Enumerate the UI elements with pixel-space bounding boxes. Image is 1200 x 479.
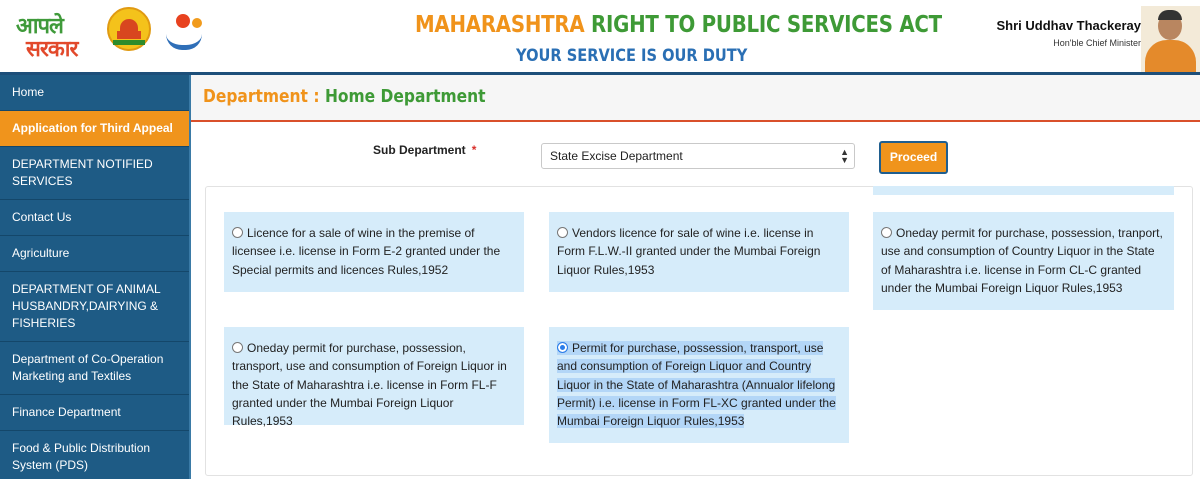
- department-bar: [191, 75, 1200, 122]
- sub-department-value: State Excise Department: [550, 149, 683, 163]
- site-title-part-2: RIGHT TO PUBLIC SERVICES ACT: [591, 12, 942, 38]
- logo-line-1: आपले: [16, 14, 63, 39]
- sidebar-item-food-pds[interactable]: Food & Public Distribution System (PDS): [0, 431, 189, 479]
- radio-icon[interactable]: [557, 227, 568, 238]
- chief-minister-photo: [1141, 6, 1200, 72]
- selected-highlight: [557, 341, 836, 428]
- site-subtitle: YOUR SERVICE IS OUR DUTY: [516, 46, 748, 66]
- department-key: Department :: [203, 86, 320, 107]
- header: [0, 0, 1200, 72]
- proceed-button[interactable]: Proceed: [879, 141, 948, 174]
- logo-line-2: सरकार: [26, 37, 78, 62]
- required-mark: *: [471, 143, 477, 157]
- sidebar-item-co-operation[interactable]: Department of Co-Operation Marketing and Textiles: [0, 342, 189, 395]
- select-arrows-icon: ▲ ▼: [840, 147, 849, 165]
- sidebar-item-finance[interactable]: Finance Department: [0, 395, 189, 431]
- department-heading: [203, 86, 486, 107]
- sidebar-item-agriculture[interactable]: Agriculture: [0, 236, 189, 272]
- department-value: Home Department: [324, 86, 486, 107]
- service-option-e2[interactable]: [224, 212, 524, 292]
- service-hands-icon: [162, 10, 212, 58]
- radio-icon[interactable]: [232, 342, 243, 353]
- sub-department-label: [373, 143, 476, 157]
- chief-minister-name: Shri Uddhav Thackeray: [996, 18, 1141, 33]
- aaple-sarkar-logo[interactable]: [12, 8, 102, 62]
- sidebar-item-contact-us[interactable]: Contact Us: [0, 200, 189, 236]
- site-title: [415, 12, 942, 38]
- sidebar-item-home[interactable]: Home: [0, 75, 189, 111]
- service-option-text: Vendors licence for sale of wine i.e. license in Form F.L.W.-II granted under the Mumbai Foreign Liquor Rules,1953: [557, 226, 821, 277]
- sidebar-item-third-appeal[interactable]: Application for Third Appeal: [0, 111, 189, 147]
- sub-department-select[interactable]: [541, 143, 855, 169]
- service-option-flxc[interactable]: [549, 327, 849, 443]
- radio-icon[interactable]: [881, 227, 892, 238]
- radio-checked-icon[interactable]: [557, 342, 568, 353]
- sidebar-item-notified-services[interactable]: DEPARTMENT NOTIFIED SERVICES: [0, 147, 189, 200]
- service-option-flw2[interactable]: [549, 212, 849, 292]
- sidebar-edge: [189, 75, 191, 479]
- chief-minister-title: Hon'ble Chief Minister: [1053, 38, 1141, 48]
- sidebar: [0, 75, 191, 479]
- service-option-flf[interactable]: [224, 327, 524, 429]
- radio-icon[interactable]: [232, 227, 243, 238]
- maharashtra-emblem-icon: [107, 7, 151, 51]
- site-title-part-1: MAHARASHTRA: [415, 12, 585, 38]
- service-option-text: Oneday permit for purchase, possession, tranport, use and consumption of Country Liquor in the State of Maharashtra i.e. license in Form CL-C granted under the Mumbai Foreign Liquor Rules,1953: [881, 226, 1163, 295]
- service-option-text: Permit for purchase, possession, transport, use and consumption of Foreign Liquor and Country Liquor in the State of Maharashtra (Annualor lifelong Permit) i.e. license in Form FL-XC granted under the Mumbai Foreign Liquor Rules,1953: [557, 341, 836, 429]
- sidebar-item-animal-husbandry[interactable]: DEPARTMENT OF ANIMAL HUSBANDRY,DAIRYING & FISHERIES: [0, 272, 189, 342]
- service-option-clc[interactable]: [873, 212, 1174, 310]
- sub-department-label-text: Sub Department: [373, 143, 466, 157]
- service-option-text: Oneday permit for purchase, possession, transport, use and consumption of Foreign Liquor in the State of Maharashtra i.e. license in Form FL-F granted under the Mumbai Foreign Liquor Rules,1953: [232, 341, 507, 429]
- previous-option-stub: [873, 186, 1174, 195]
- service-option-text: Licence for a sale of wine in the premise of licensee i.e. license in Form E-2 granted under the Special permits and licences Rules,1952: [232, 226, 501, 277]
